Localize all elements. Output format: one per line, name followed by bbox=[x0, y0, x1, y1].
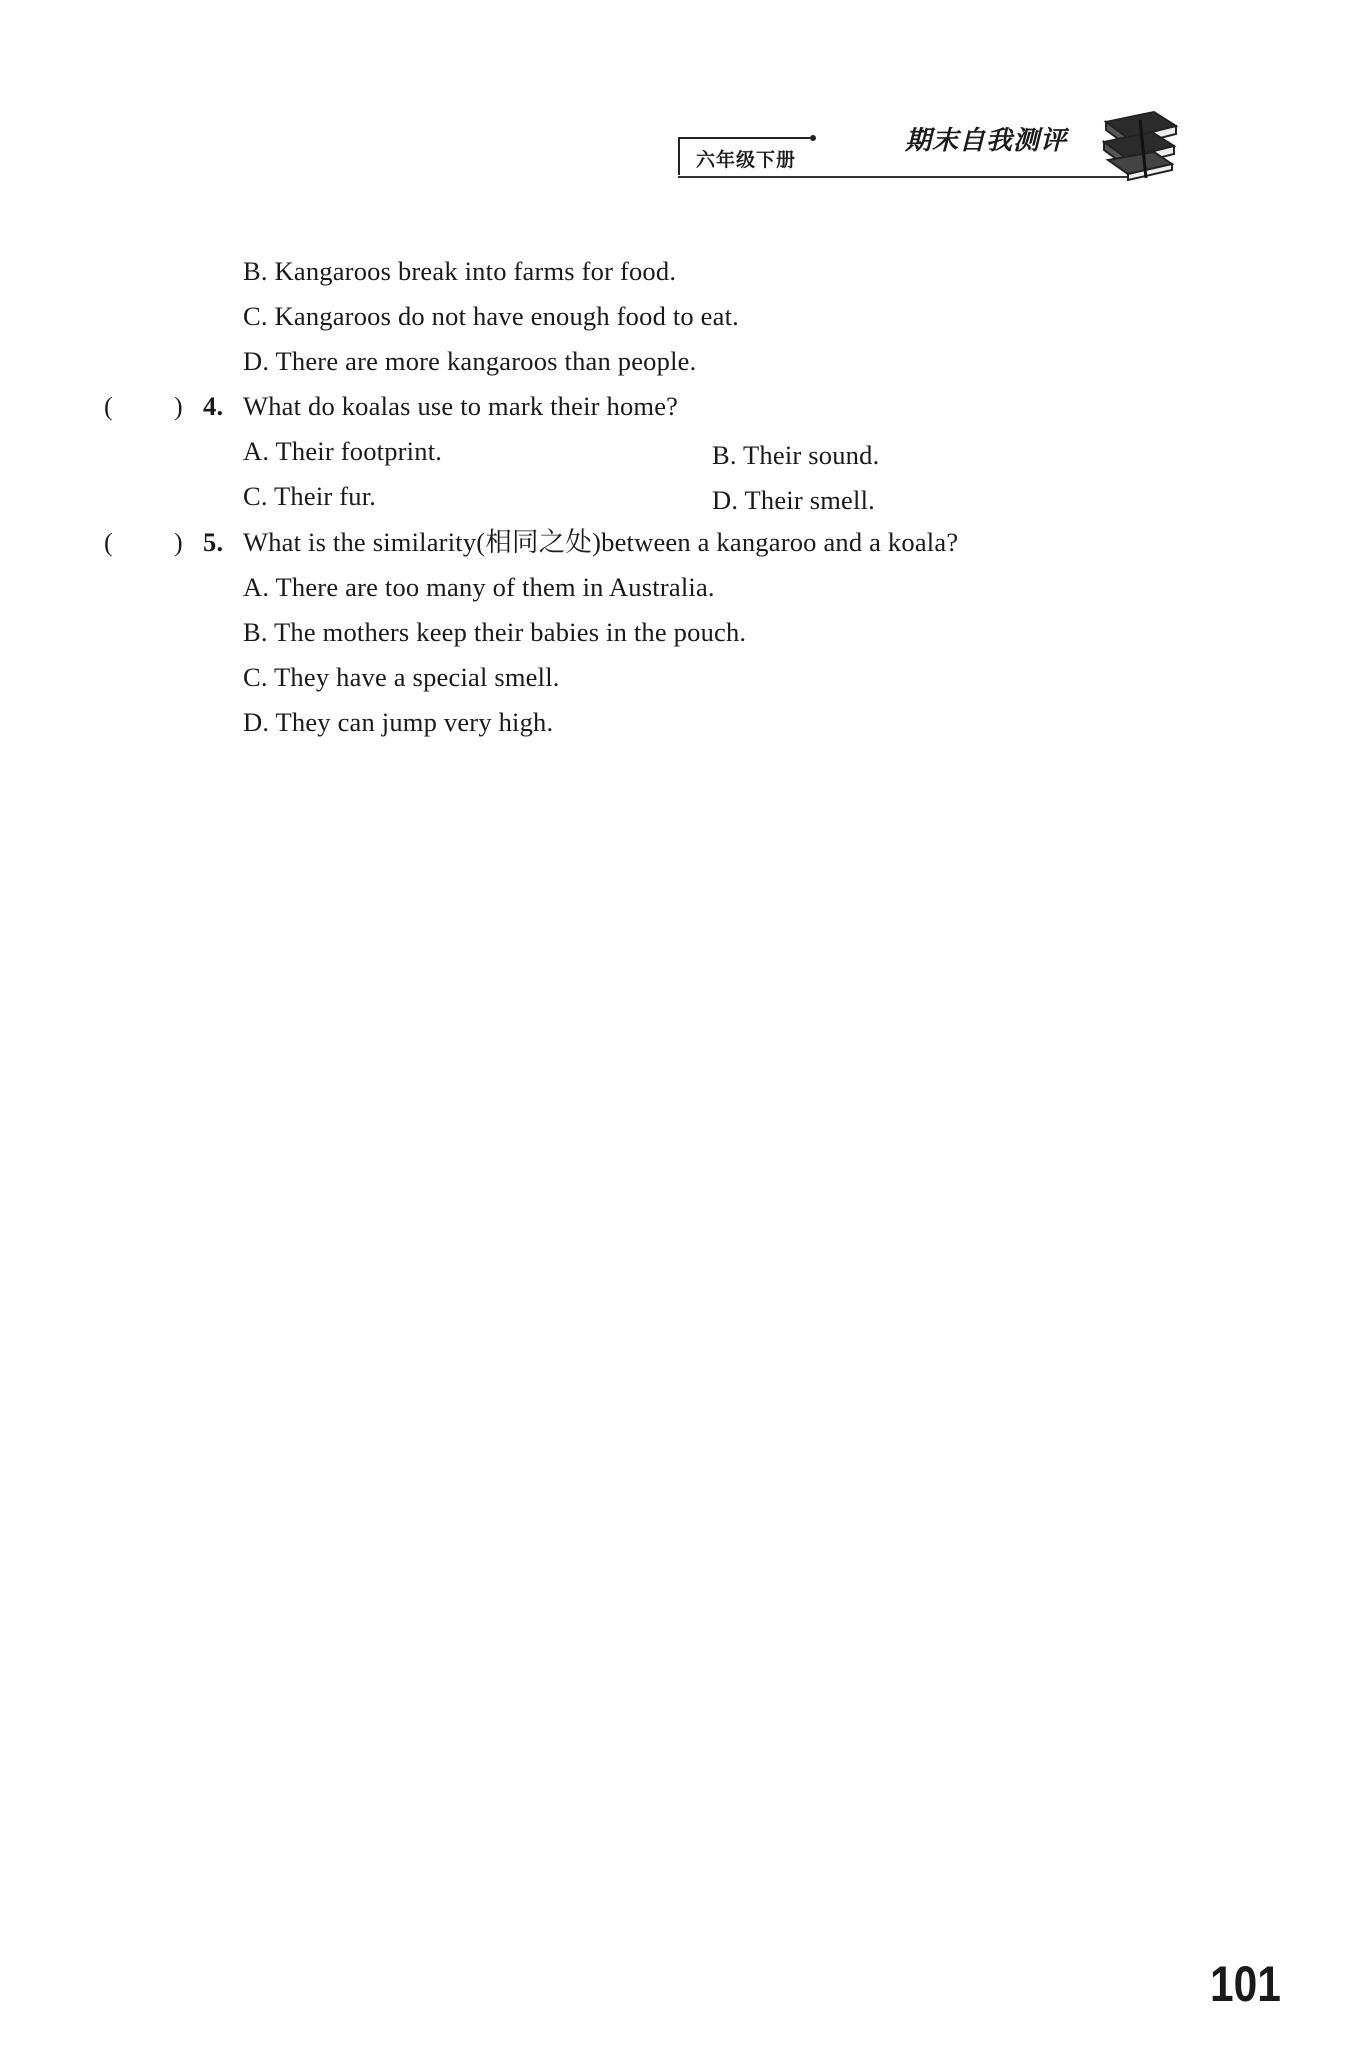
q4-option-b: B. Their sound. bbox=[712, 440, 880, 470]
q4-text: What do koalas use to mark their home? bbox=[243, 391, 679, 421]
stacked-books-icon bbox=[1100, 108, 1180, 184]
page-number: 101 bbox=[1210, 1956, 1281, 2012]
header-rule bbox=[678, 176, 1130, 178]
q4-answer-paren-open: ( bbox=[104, 392, 113, 421]
q4-answer-paren-close: ) bbox=[174, 392, 183, 421]
q4-option-c: C. Their fur. bbox=[243, 481, 377, 511]
q5-option-a: A. There are too many of them in Australia. bbox=[243, 572, 715, 602]
q5-text: What is the similarity(相同之处)between a kangaroo and a koala? bbox=[243, 527, 959, 557]
q4-option-d: D. Their smell. bbox=[712, 485, 875, 515]
q3-option-c: C. Kangaroos do not have enough food to eat. bbox=[243, 301, 739, 331]
q5-number: 5. bbox=[203, 527, 224, 557]
q4-number: 4. bbox=[203, 391, 224, 421]
q5-option-b: B. The mothers keep their babies in the pouch. bbox=[243, 617, 747, 647]
q5-option-c: C. They have a special smell. bbox=[243, 662, 560, 692]
q4-option-a: A. Their footprint. bbox=[243, 436, 443, 466]
q5-answer-paren-close: ) bbox=[174, 528, 183, 557]
q5-option-d: D. They can jump very high. bbox=[243, 707, 554, 737]
q5-answer-paren-open: ( bbox=[104, 528, 113, 557]
section-title: 期末自我测评 bbox=[905, 126, 1068, 156]
q3-option-d: D. There are more kangaroos than people. bbox=[243, 346, 697, 376]
grade-dot bbox=[810, 135, 816, 141]
q3-option-b: B. Kangaroos break into farms for food. bbox=[243, 256, 677, 286]
grade-label: 六年级下册 bbox=[696, 149, 797, 171]
